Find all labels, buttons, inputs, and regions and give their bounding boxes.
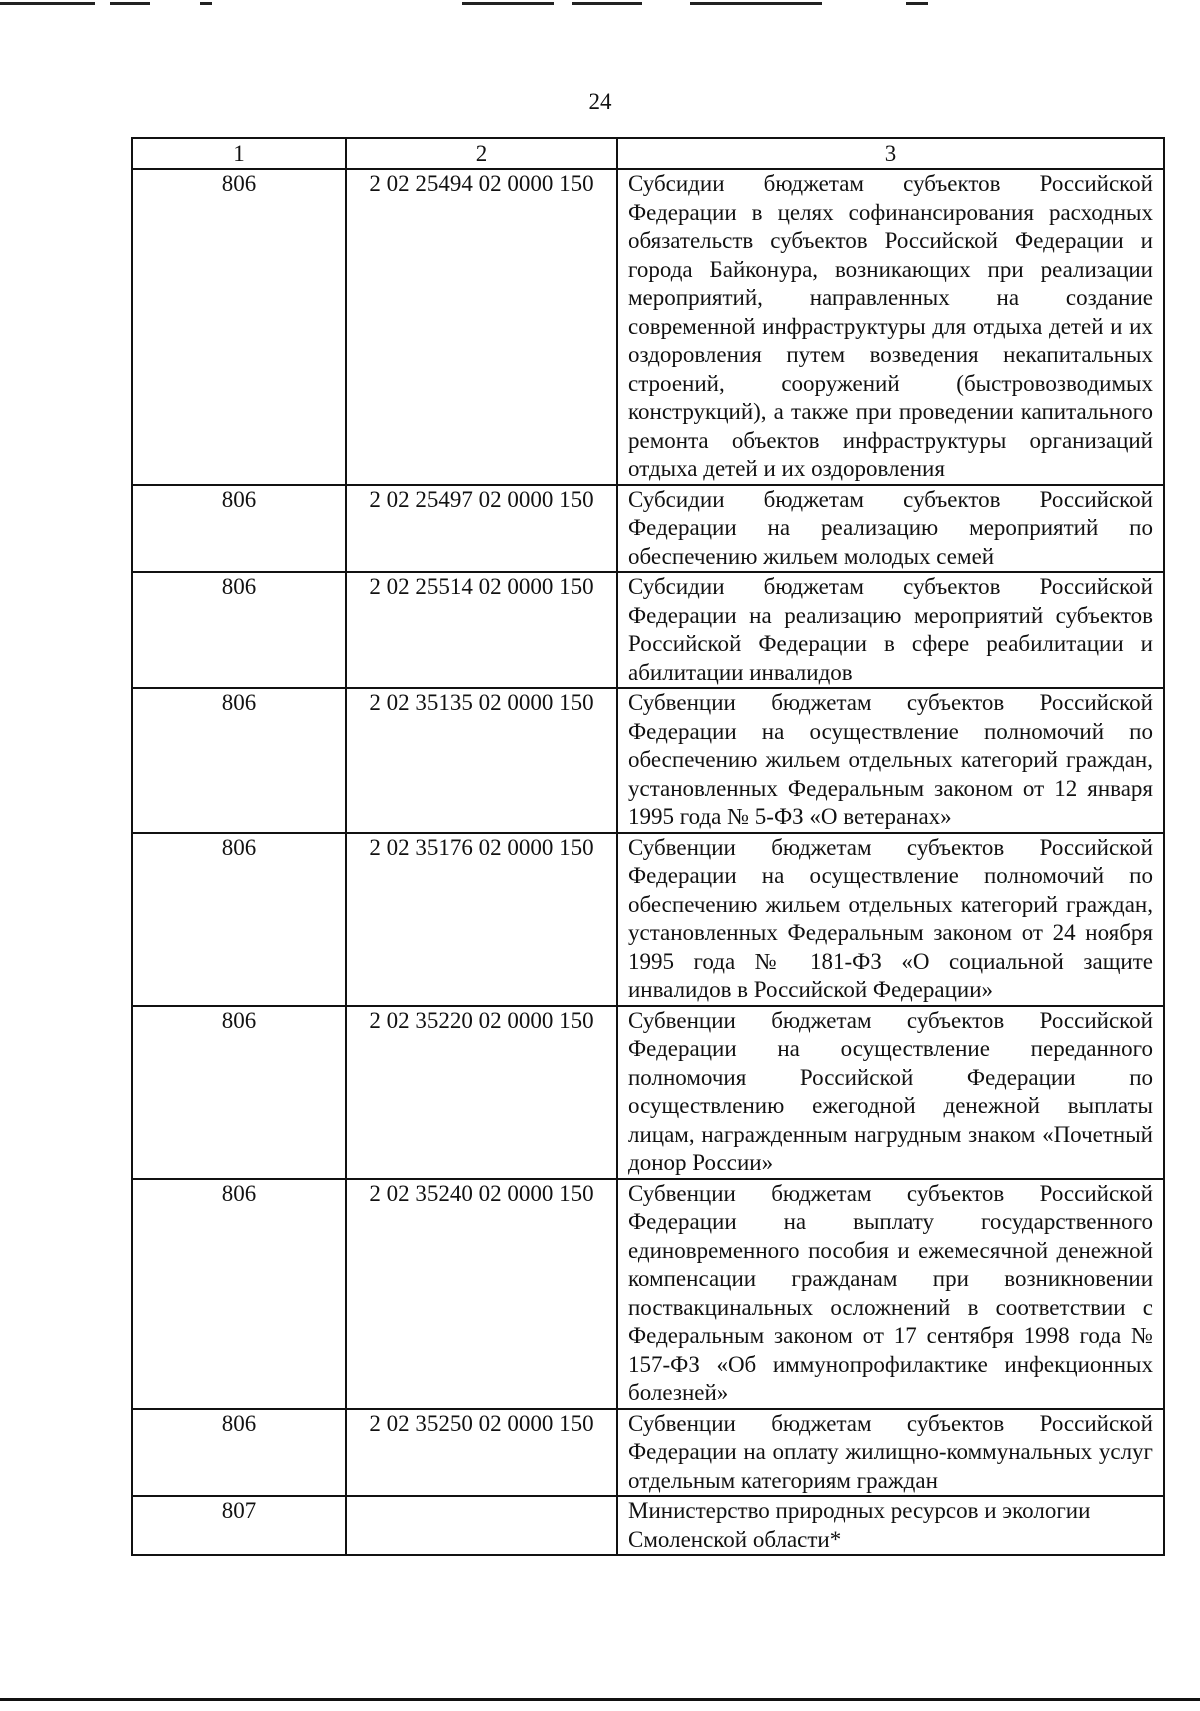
table-row (132, 169, 1164, 485)
income-name-cell: Субвенции бюджетам субъектов Российской Федерации на осуществление полномочий по обеспечению жильем отдельных категорий граждан, установленных Федеральным законом от 12 января 1995 года № 5-ФЗ «О ветеранах» (617, 688, 1164, 833)
dept-code-cell: 806 (132, 1409, 346, 1497)
budget-code-cell: 2 02 25494 02 0000 150 (346, 169, 617, 485)
scan-mark (572, 2, 642, 5)
income-name-cell: Субсидии бюджетам субъектов Российской Федерации в целях софинансирования расходных обязательств субъектов Российской Федерации и города Байконура, возникающих при реализации мероприятий, направленных на создание современной инфраструктуры для отдыха детей и их оздоровления путем возведения некапитальных строений, сооружений (быстровозводимых конструкций), а также при проведении капитального ремонта объектов инфраструктуры организаций отдыха детей и их оздоровления (617, 169, 1164, 485)
scan-edge-bottom (0, 1691, 1200, 1711)
income-name-cell: Субсидии бюджетам субъектов Российской Федерации на реализацию мероприятий субъектов Российской Федерации в сфере реабилитации и абилитации инвалидов (617, 572, 1164, 688)
column-header-3: 3 (617, 138, 1164, 169)
dept-code-cell: 806 (132, 572, 346, 688)
dept-code-cell: 806 (132, 485, 346, 573)
budget-code-cell: 2 02 35250 02 0000 150 (346, 1409, 617, 1497)
table-row (132, 485, 1164, 573)
scan-mark (690, 2, 822, 5)
table-header-row (132, 138, 1164, 169)
column-header-1: 1 (132, 138, 346, 169)
scan-bottom-line (0, 1698, 1200, 1701)
dept-code-cell: 806 (132, 1006, 346, 1179)
page-number: 24 (588, 89, 612, 114)
scan-mark (906, 2, 928, 5)
table-row (132, 1409, 1164, 1497)
budget-code-cell: 2 02 35240 02 0000 150 (346, 1179, 617, 1409)
budget-code-cell: 2 02 35220 02 0000 150 (346, 1006, 617, 1179)
column-header-2: 2 (346, 138, 617, 169)
budget-code-cell: 2 02 35135 02 0000 150 (346, 688, 617, 833)
dept-code-cell: 806 (132, 169, 346, 485)
scan-mark (0, 2, 95, 5)
budget-code-cell (346, 1496, 617, 1555)
income-name-cell: Субвенции бюджетам субъектов Российской Федерации на оплату жилищно-коммунальных услуг отдельным категориям граждан (617, 1409, 1164, 1497)
income-name-cell: Субсидии бюджетам субъектов Российской Федерации на реализацию мероприятий по обеспечению жильем молодых семей (617, 485, 1164, 573)
scan-edge-top (0, 0, 1200, 14)
table-row (132, 1006, 1164, 1179)
scan-mark (110, 2, 150, 5)
table-row (132, 1496, 1164, 1555)
table-row (132, 688, 1164, 833)
dept-code-cell: 806 (132, 833, 346, 1006)
income-name-cell: Министерство природных ресурсов и экологии Смоленской области* (617, 1496, 1164, 1555)
table-row (132, 1179, 1164, 1409)
budget-codes-table (131, 137, 1165, 1556)
table-row (132, 833, 1164, 1006)
income-name-cell: Субвенции бюджетам субъектов Российской Федерации на выплату государственного единовременного пособия и ежемесячной денежной компенсации гражданам при возникновении поствакцинальных осложнений в соответствии с Федеральным законом от 17 сентября 1998 года № 157-ФЗ «Об иммунопрофилактике инфекционных болезней» (617, 1179, 1164, 1409)
scan-mark (462, 2, 554, 5)
budget-code-cell: 2 02 35176 02 0000 150 (346, 833, 617, 1006)
table-row (132, 572, 1164, 688)
budget-code-cell: 2 02 25497 02 0000 150 (346, 485, 617, 573)
scan-mark (200, 2, 212, 5)
dept-code-cell: 806 (132, 1179, 346, 1409)
dept-code-cell: 807 (132, 1496, 346, 1555)
income-name-cell: Субвенции бюджетам субъектов Российской Федерации на осуществление переданного полномочия Российской Федерации по осуществлению ежегодной денежной выплаты лицам, награжденным нагрудным знаком «Почетный донор России» (617, 1006, 1164, 1179)
budget-code-cell: 2 02 25514 02 0000 150 (346, 572, 617, 688)
dept-code-cell: 806 (132, 688, 346, 833)
income-name-cell: Субвенции бюджетам субъектов Российской Федерации на осуществление полномочий по обеспечению жильем отдельных категорий граждан, установленных Федеральным законом от 24 ноября 1995 года № 181-ФЗ «О социальной защите инвалидов в Российской Федерации» (617, 833, 1164, 1006)
